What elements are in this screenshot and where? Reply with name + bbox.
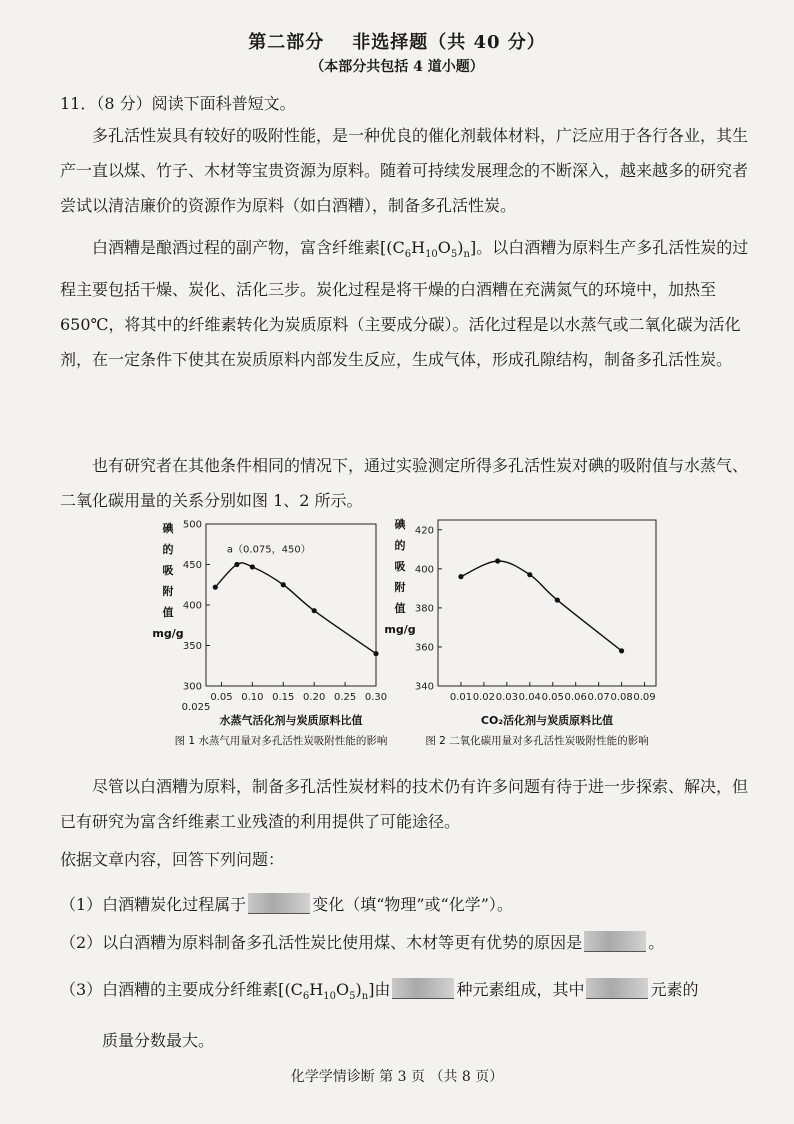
fig1-x-tick-label: 0.05 — [210, 692, 233, 703]
fig2-y-tick-label: 380 — [414, 603, 434, 615]
part-label: 第二部分 — [248, 32, 325, 53]
figure-1-chart — [126, 506, 406, 768]
sub-question-3: （3）白酒糟的主要成分纤维素$[(C_6H_{10}O_5)_n]$由 种元素组成，其中 元素的 质量分数最大。 — [60, 980, 699, 1051]
fig2-data-point — [555, 597, 560, 602]
fig2-data-point — [458, 574, 463, 579]
fig1-y-axis-unit: mg/g — [152, 627, 184, 640]
cellulose-formula-q3: $(C_6H_{10}O_5)_n$ — [284, 980, 369, 1003]
fig1-y-axis-label-char: 附 — [162, 585, 174, 598]
fig1-y-tick-label: 350 — [182, 641, 202, 652]
answer-blank-3b[interactable] — [586, 978, 648, 999]
fig2-x-tick-label: 0.08 — [610, 692, 633, 703]
figure-2-chart — [384, 506, 692, 768]
fig1-x-tick-label: 0.25 — [333, 692, 357, 703]
paragraph-3: 也有研究者在其他条件相同的情况下，通过实验测定所得多孔活性炭对碘的吸附值与水蒸气、二氧化碳用量的关系分别如图 1、2 所示。 — [60, 456, 749, 510]
page-footer: 化学学情诊断 第 3 页 （共 8 页） — [290, 1069, 504, 1085]
fig2-x-tick-label: 0.03 — [495, 692, 518, 703]
fig2-y-axis-label-char: 碘 — [394, 518, 406, 531]
fig1-x-tick-label: 0.10 — [241, 692, 264, 703]
fig1-caption: 图 1 水蒸气用量对多孔活性炭吸附性能的影响 — [174, 735, 388, 747]
fig2-plot-frame — [438, 520, 656, 686]
paragraph-1: 多孔活性炭具有较好的吸附性能，是一种优良的催化剂载体材料，广泛应用于各行各业，其生产一直以煤、竹子、木材等宝贵资源为原料。随着可持续发展理念的不断深入，越来越多的研究者尝试以清洁廉价的资源作为原料（如白酒糟），制备多孔活性炭。 — [60, 126, 749, 215]
fig2-y-axis-label-char: 吸 — [394, 560, 406, 573]
fig2-series-line — [461, 561, 622, 651]
fig1-y-tick-label: 500 — [182, 519, 202, 531]
section-note: （本部分共包括 4 道小题） — [310, 59, 484, 75]
fig1-data-point — [234, 562, 239, 567]
question-heading: 11．（8 分）阅读下面科普短文。 — [60, 94, 296, 113]
fig1-y-axis-label-char: 吸 — [162, 564, 174, 577]
fig1-data-point — [250, 564, 255, 569]
answer-blank-3a[interactable] — [392, 978, 454, 999]
instruction: 依据文章内容，回答下列问题： — [60, 850, 285, 869]
sub-question-2: （2）以白酒糟为原料制备多孔活性炭比使用煤、木材等更有优势的原因是 。 — [60, 933, 665, 952]
fig1-x-tick-label: 0.30 — [364, 692, 388, 703]
fig2-y-axis-unit: mg/g — [384, 623, 416, 636]
fig2-y-tick-label: 360 — [414, 642, 434, 654]
fig2-y-axis-label-char: 的 — [394, 539, 406, 552]
fig1-series-line — [215, 563, 376, 654]
figures — [126, 506, 706, 768]
section-title — [0, 28, 794, 54]
fig2-x-tick-label: 0.01 — [449, 692, 473, 703]
fig2-x-tick-label: 0.02 — [472, 692, 496, 703]
fig2-x-tick-label: 0.07 — [587, 692, 610, 703]
fig1-x-axis-label: 水蒸气活化剂与炭质原料比值 — [219, 714, 363, 727]
fig1-y-axis-label-char: 的 — [162, 543, 174, 556]
fig1-data-point — [312, 608, 317, 613]
fig2-x-tick-label: 0.09 — [633, 692, 656, 703]
fig1-data-point — [373, 651, 378, 656]
fig2-data-point — [619, 648, 624, 653]
fig1-y-tick-label: 450 — [182, 560, 202, 571]
fig2-y-tick-label: 340 — [414, 681, 434, 693]
fig2-x-tick-label: 0.05 — [541, 692, 564, 703]
fig2-x-axis-label: CO₂活化剂与炭质原料比值 — [480, 714, 614, 727]
fig2-y-axis-label-char: 值 — [394, 602, 406, 615]
fig2-x-tick-label: 0.06 — [564, 692, 587, 703]
fig1-x-tick-label: 0.20 — [303, 692, 326, 703]
fig1-y-axis-label-char: 碘 — [162, 522, 174, 535]
fig1-annotation: a（0.075，450） — [226, 544, 311, 556]
answer-blank-2[interactable] — [584, 931, 646, 952]
fig1-y-tick-label: 400 — [182, 600, 202, 612]
paragraph-2: 白酒糟是酿酒过程的副产物，富含纤维素$[(C_6H_{10}O_5)_n]$。以白酒糟为原料生产多孔活性炭的过程主要包括干燥、炭化、活化三步。炭化过程是将干燥的白酒糟在充满氮气的环境中，加热至 650℃，将其中的纤维素转化为炭质原料（主要成分碳）。活化过程是以水蒸气或二氧化碳为活化剂，在一定条件下使其在炭质原料内部发生反应，生成气体，形成孔隙结构，制备多孔活性炭。 — [60, 238, 749, 370]
sub-question-1: （1）白酒糟炭化过程属于 变化（填“物理”或“化学”）。 — [60, 895, 513, 914]
fig2-data-point — [495, 558, 500, 563]
fig1-x-tick-label: 0.15 — [272, 692, 295, 703]
fig2-y-tick-label: 420 — [414, 525, 434, 537]
fig2-data-point — [527, 572, 532, 577]
answer-blank-1[interactable] — [248, 893, 310, 914]
fig2-x-tick-label: 0.04 — [518, 692, 541, 703]
fig1-data-point — [213, 585, 218, 590]
paragraph-4: 尽管以白酒糟为原料，制备多孔活性炭材料的技术仍有许多问题有待于进一步探索、解决，但已有研究为富含纤维素工业残渣的利用提供了可能途径。 — [60, 777, 749, 831]
fig2-caption: 图 2 二氧化碳用量对多孔活性炭吸附性能的影响 — [425, 735, 649, 747]
fig1-data-point — [281, 582, 286, 587]
fig1-x-origin-label: 0.025 — [181, 702, 211, 713]
fig1-y-axis-label-char: 值 — [162, 606, 174, 619]
fig1-y-tick-label: 300 — [182, 681, 202, 693]
fig2-y-tick-label: 400 — [414, 564, 434, 576]
cellulose-formula: $(C_6H_{10}O_5)_n$ — [386, 238, 470, 261]
fig2-y-axis-label-char: 附 — [394, 581, 406, 594]
section-label: 非选择题（共 40 分） — [352, 32, 546, 53]
